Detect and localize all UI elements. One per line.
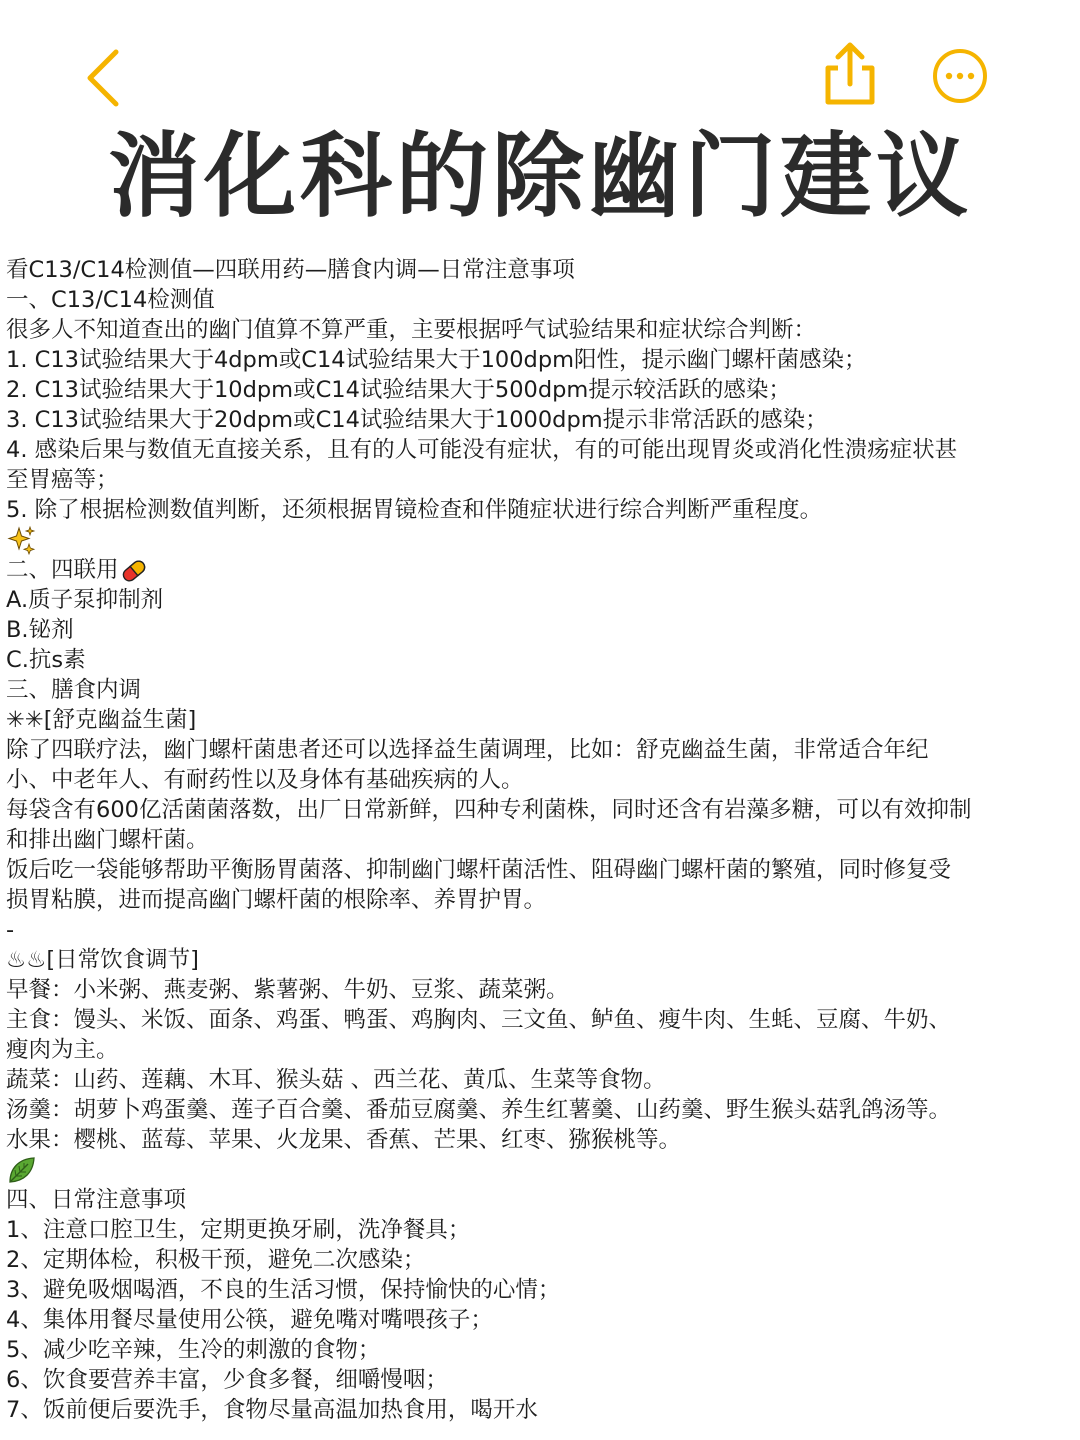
- section-1-lead: 很多人不知道查出的幽门值算不算严重，主要根据呼气试验结果和症状综合判断：: [6, 317, 817, 343]
- section-2-item-a: A.质子泵抑制剂: [6, 587, 164, 613]
- section-4-item-1: 1、注意口腔卫生，定期更换牙刷，洗净餐具；: [6, 1217, 471, 1243]
- sparkles-icon: [6, 525, 36, 555]
- top-bar: [0, 0, 1080, 120]
- back-button[interactable]: [78, 42, 138, 112]
- section-4-item-3: 3、避免吸烟喝酒，不良的生活习惯，保持愉快的心情；: [6, 1277, 561, 1303]
- section-3-subheading-probiotic: ✳✳[舒克幽益生菌]: [6, 707, 197, 733]
- section-1-item-4: 4. 感染后果与数值无直接关系，且有的人可能没有症状，有的可能出现胃炎或消化性溃疡症状甚: [6, 437, 958, 463]
- leaf-icon: [6, 1155, 38, 1185]
- section-4-item-6: 6、饮食要营养丰富，少食多餐，细嚼慢咽；: [6, 1367, 448, 1393]
- section-3-paragraph-2: 每袋含有600亿活菌菌落数，出厂日常新鲜，四种专利菌株，同时还含有岩藻多糖，可以有效抑制: [6, 797, 972, 823]
- section-4-item-4: 4、集体用餐尽量使用公筷，避免嘴对嘴喂孩子；: [6, 1307, 493, 1333]
- chevron-left-icon: [78, 42, 138, 112]
- diet-staple: 主食：馒头、米饭、面条、鸡蛋、鸭蛋、鸡胸肉、三文鱼、鲈鱼、瘦牛肉、生蚝、豆腐、牛奶、: [6, 1007, 952, 1033]
- section-2-item-b: B.铋剂: [6, 617, 74, 643]
- section-2-heading: 二、四联用: [6, 557, 119, 583]
- sparkles-line: [6, 525, 1072, 555]
- section-3-paragraph-3: 饭后吃一袋能够帮助平衡肠胃菌落、抑制幽门螺杆菌活性、阻碍幽门螺杆菌的繁殖，同时修复受: [6, 857, 952, 883]
- section-3-paragraph-3-cont: 损胃粘膜，进而提高幽门螺杆菌的根除率、养胃护胃。: [6, 887, 547, 913]
- more-horizontal-icon: [928, 44, 992, 108]
- intro-line: 看C13/C14检测值—四联用药—膳食内调—日常注意事项: [6, 257, 575, 283]
- section-4-item-5: 5、减少吃辛辣，生冷的刺激的食物；: [6, 1337, 381, 1363]
- article-body: [6, 255, 1072, 1425]
- diet-soups: 汤羹：胡萝卜鸡蛋羹、莲子百合羹、番茄豆腐羹、养生红薯羹、山药羹、野生猴头菇乳鸽汤等。: [6, 1097, 952, 1123]
- diet-vegetables: 蔬菜：山药、莲藕、木耳、猴头菇 、西兰花、黄瓜、生菜等食物。: [6, 1067, 666, 1093]
- more-button[interactable]: [928, 44, 992, 108]
- section-3-paragraph-1: 除了四联疗法，幽门螺杆菌患者还可以选择益生菌调理，比如：舒克幽益生菌，非常适合年纪: [6, 737, 929, 763]
- section-1-item-2: 2. C13试验结果大于10dpm或C14试验结果大于500dpm提示较活跃的感染；: [6, 377, 791, 403]
- section-4-item-2: 2、定期体检，积极干预，避免二次感染；: [6, 1247, 426, 1273]
- section-3-dash: -: [6, 917, 15, 943]
- section-4-heading: 四、日常注意事项: [6, 1187, 187, 1213]
- diet-fruits: 水果：樱桃、蓝莓、苹果、火龙果、香蕉、芒果、红枣、猕猴桃等。: [6, 1127, 682, 1153]
- section-1-item-5: 5. 除了根据检测数值判断，还须根据胃镜检查和伴随症状进行综合判断严重程度。: [6, 497, 823, 523]
- section-3-paragraph-2-cont: 和排出幽门螺杆菌。: [6, 827, 209, 853]
- pill-icon: [119, 557, 149, 585]
- section-3-paragraph-1-cont: 小、中老年人、有耐药性以及身体有基础疾病的人。: [6, 767, 524, 793]
- section-3-subheading-diet: ♨♨[日常饮食调节]: [6, 947, 199, 973]
- section-2-heading-line: [6, 555, 1072, 585]
- section-3-heading: 三、膳食内调: [6, 677, 142, 703]
- share-button[interactable]: [818, 40, 882, 110]
- section-1-heading: 一、C13/C14检测值: [6, 287, 215, 313]
- section-1-item-4-cont: 至胃癌等；: [6, 467, 119, 493]
- leaf-line: [6, 1155, 1072, 1185]
- section-1-item-3: 3. C13试验结果大于20dpm或C14试验结果大于1000dpm提示非常活跃的感染；: [6, 407, 828, 433]
- section-4-item-7: 7、饭前便后要洗手，食物尽量高温加热食用，喝开水: [6, 1397, 538, 1423]
- section-2-item-c: C.抗s素: [6, 647, 86, 673]
- section-1-item-1: 1. C13试验结果大于4dpm或C14试验结果大于100dpm阳性，提示幽门螺杆菌感染；: [6, 347, 867, 373]
- diet-staple-cont: 瘦肉为主。: [6, 1037, 119, 1063]
- diet-breakfast: 早餐：小米粥、燕麦粥、紫薯粥、牛奶、豆浆、蔬菜粥。: [6, 977, 569, 1003]
- share-icon: [818, 40, 882, 110]
- page-title: 消化科的除幽门建议: [107, 123, 972, 230]
